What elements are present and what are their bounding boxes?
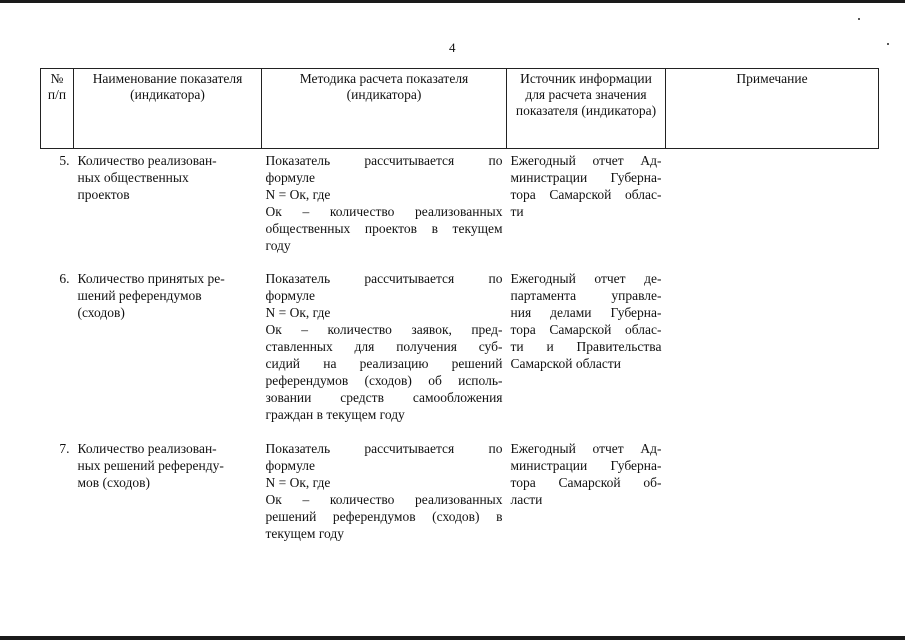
calculation-method <box>262 149 507 271</box>
indicator-name-line: Количество реализован- <box>77 153 217 168</box>
information-source-line: ти и Правительства <box>510 339 662 354</box>
table-row <box>41 270 879 440</box>
header-number: № п/п <box>41 69 74 149</box>
calculation-method <box>262 270 507 440</box>
information-source-line: тора Самарской об- <box>510 475 662 490</box>
information-source-line: Самарской области <box>510 356 622 371</box>
calculation-method-line: формуле <box>265 458 315 473</box>
calculation-method-line: формуле <box>265 288 315 303</box>
calculation-method-line: Показатель рассчитывается по <box>265 153 503 168</box>
page-number: 4 <box>449 40 456 55</box>
information-source <box>507 270 666 440</box>
information-source-line: министрации Губерна- <box>510 170 662 185</box>
note-cell <box>666 270 879 440</box>
calculation-method <box>262 440 507 542</box>
calculation-method-line: ставленных для получения суб- <box>265 339 503 354</box>
calculation-method-line: N = Oк, где <box>265 305 331 320</box>
scan-edge-top <box>0 0 905 3</box>
calculation-method-line: Oк – количество реализованных <box>265 204 503 219</box>
indicator-name <box>74 149 262 271</box>
information-source-line: партамента управле- <box>510 288 662 303</box>
information-source-line: Ежегодный отчет Ад- <box>510 153 662 168</box>
information-source <box>507 440 666 542</box>
information-source-line: тора Самарской облас- <box>510 187 662 202</box>
calculation-method-line: граждан в текущем году <box>265 407 405 422</box>
indicator-name <box>74 270 262 440</box>
calculation-method-line: формуле <box>265 170 315 185</box>
indicator-name-line: проектов <box>77 187 130 202</box>
indicator-name-line: мов (сходов) <box>77 475 150 490</box>
table-row <box>41 149 879 271</box>
header-information-source: Источник информации для расчета значения показателя (индикатора) <box>507 69 666 149</box>
information-source-line: ния делами Губерна- <box>510 305 662 320</box>
row-number: 6. <box>59 271 70 286</box>
information-source <box>507 149 666 271</box>
row-number: 7. <box>59 441 70 456</box>
indicators-table <box>40 68 879 542</box>
note-cell <box>666 440 879 542</box>
information-source-line: министрации Губерна- <box>510 458 662 473</box>
indicator-name-line: ных решений референду- <box>77 458 224 473</box>
indicator-name-line: ных общественных <box>77 170 189 185</box>
table-header-row <box>41 69 879 149</box>
calculation-method-line: N = Oк, где <box>265 187 331 202</box>
indicator-name-line: шений референдумов <box>77 288 202 303</box>
calculation-method-line: сидий на реализацию решений <box>265 356 503 371</box>
row-number: 5. <box>59 153 70 168</box>
information-source-line: Ежегодный отчет де- <box>510 271 662 286</box>
calculation-method-line: решений референдумов (сходов) в <box>265 509 503 524</box>
indicator-name-line: Количество принятых ре- <box>77 271 225 286</box>
calculation-method-line: текущем году <box>265 526 344 541</box>
calculation-method-line: Oк – количество заявок, пред- <box>265 322 503 337</box>
calculation-method-line: году <box>265 238 291 253</box>
calculation-method-line: Показатель рассчитывается по <box>265 271 503 286</box>
note-cell <box>666 149 879 271</box>
header-calculation-method: Методика расчета показателя (индикатора) <box>262 69 507 149</box>
calculation-method-line: Показатель рассчитывается по <box>265 441 503 456</box>
calculation-method-line: N = Oк, где <box>265 475 331 490</box>
calculation-method-line: референдумов (сходов) об исполь- <box>265 373 503 388</box>
indicator-name <box>74 440 262 542</box>
information-source-line: ласти <box>510 492 543 507</box>
header-note: Примечание <box>666 69 879 149</box>
scan-speck <box>887 43 889 45</box>
calculation-method-line: общественных проектов в текущем <box>265 221 503 236</box>
table-row <box>41 440 879 542</box>
information-source-line: тора Самарской облас- <box>510 322 662 337</box>
calculation-method-line: Oк – количество реализованных <box>265 492 503 507</box>
information-source-line: ти <box>510 204 524 219</box>
information-source-line: Ежегодный отчет Ад- <box>510 441 662 456</box>
indicator-name-line: Количество реализован- <box>77 441 217 456</box>
indicator-name-line: (сходов) <box>77 305 125 320</box>
calculation-method-line: зовании средств самообложения <box>265 390 503 405</box>
scan-speck <box>858 18 860 20</box>
scan-edge-bottom <box>0 636 905 640</box>
header-indicator-name: Наименование показателя (индикатора) <box>74 69 262 149</box>
